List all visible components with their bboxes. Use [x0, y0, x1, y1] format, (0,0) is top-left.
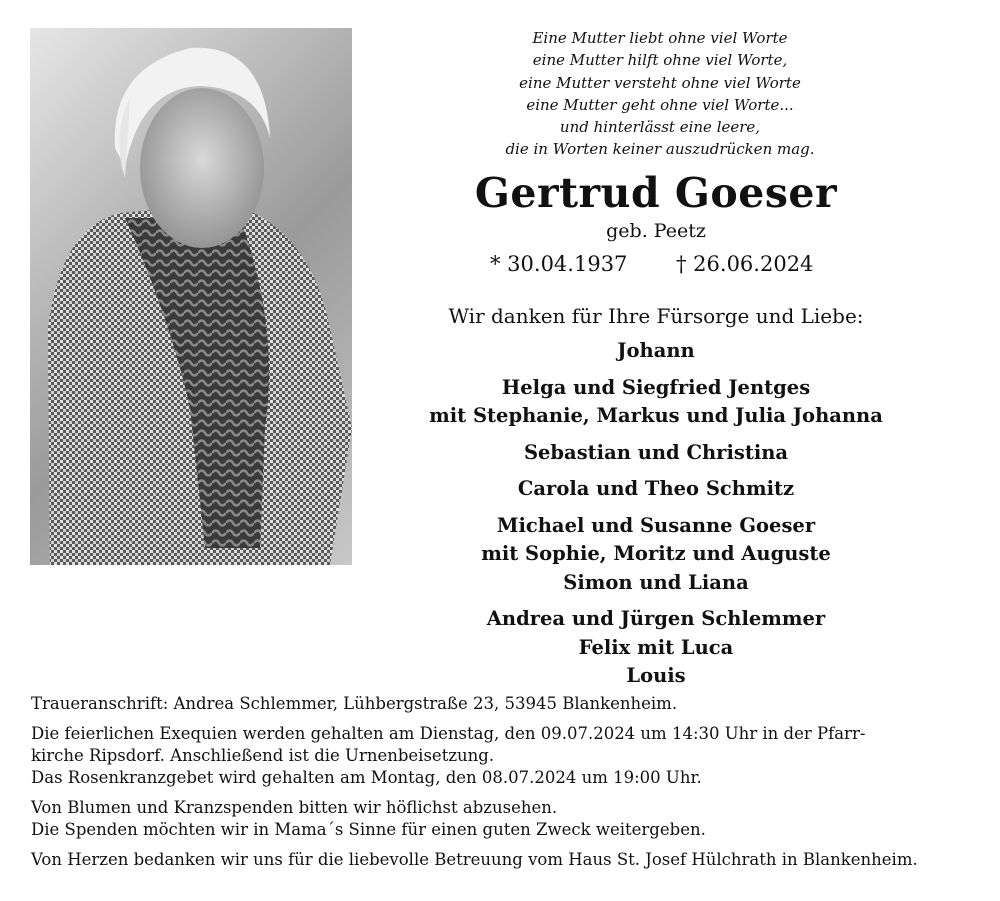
family-member-line: Johann [617, 339, 695, 362]
poem-line: eine Mutter versteht ohne viel Worte [519, 73, 801, 92]
funeral-details [31, 723, 981, 789]
detail-line: Traueranschrift: Andrea Schlemmer, Lühbergstraße 23, 53945 Blankenheim. [31, 694, 678, 713]
detail-line: Das Rosenkranzgebet wird gehalten am Montag, den 08.07.2024 um 19:00 Uhr. [31, 768, 702, 787]
family-member-line: Sebastian und Christina [523, 440, 789, 464]
family-member-line: Andrea und Jürgen Schlemmer [486, 607, 826, 630]
detail-line: Von Blumen und Kranzspenden bitten wir höflichst abzusehen. [31, 798, 558, 817]
deceased-name: Gertrud Goeser [474, 169, 838, 217]
death-date: † 26.06.2024 [676, 252, 814, 276]
birth-date: * 30.04.1937 [490, 252, 628, 276]
family-member-line: Helga und Siegfried Jentges [501, 375, 811, 399]
detail-line: Die feierlichen Exequien werden gehalten am Dienstag, den 09.07.2024 um 14:30 Uhr in der Pfarr- [31, 724, 866, 743]
poem [420, 27, 900, 161]
family-list [380, 337, 932, 699]
portrait-photo [30, 28, 352, 565]
poem-line: und hinterlässt eine leere, [559, 118, 761, 137]
thanks-line: Wir danken für Ihre Fürsorge und Liebe: [448, 304, 864, 328]
family-group [380, 605, 932, 691]
family-member-line: Louis [626, 664, 686, 687]
family-member-line: Simon und Liana [563, 570, 749, 594]
poem-line: eine Mutter geht ohne viel Worte... [526, 95, 794, 114]
closing-thanks [31, 849, 981, 871]
family-group [380, 374, 932, 431]
detail-line: Die Spenden möchten wir in Mama´s Sinne für einen guten Zweck weitergeben. [31, 820, 706, 839]
poem-line: die in Worten keiner auszudrücken mag. [505, 140, 815, 159]
family-member-line: mit Sophie, Moritz und Auguste [481, 542, 831, 565]
detail-line: kirche Ripsdorf. Anschließend ist die Urnenbeisetzung. [31, 746, 495, 765]
family-member-line: Felix mit Luca [578, 635, 734, 659]
family-group [380, 512, 932, 598]
family-group [380, 439, 932, 468]
portrait-illustration [30, 28, 352, 565]
family-group [380, 475, 932, 504]
family-member-line: Michael und Susanne Goeser [496, 513, 816, 537]
birth-name: geb. Peetz [606, 220, 706, 242]
mourning-address [31, 693, 981, 715]
poem-line: Eine Mutter liebt ohne viel Worte [532, 29, 788, 47]
family-member-line: Carola und Theo Schmitz [517, 477, 795, 500]
family-member-line: mit Stephanie, Markus und Julia Johanna [429, 404, 883, 427]
family-group [380, 337, 932, 366]
donation-note [31, 797, 981, 841]
detail-line: Von Herzen bedanken wir uns für die liebevolle Betreuung vom Haus St. Josef Hülchrath in Blankenheim. [31, 850, 918, 869]
notice-details [31, 693, 981, 879]
poem-line: eine Mutter hilft ohne viel Worte, [532, 51, 788, 70]
